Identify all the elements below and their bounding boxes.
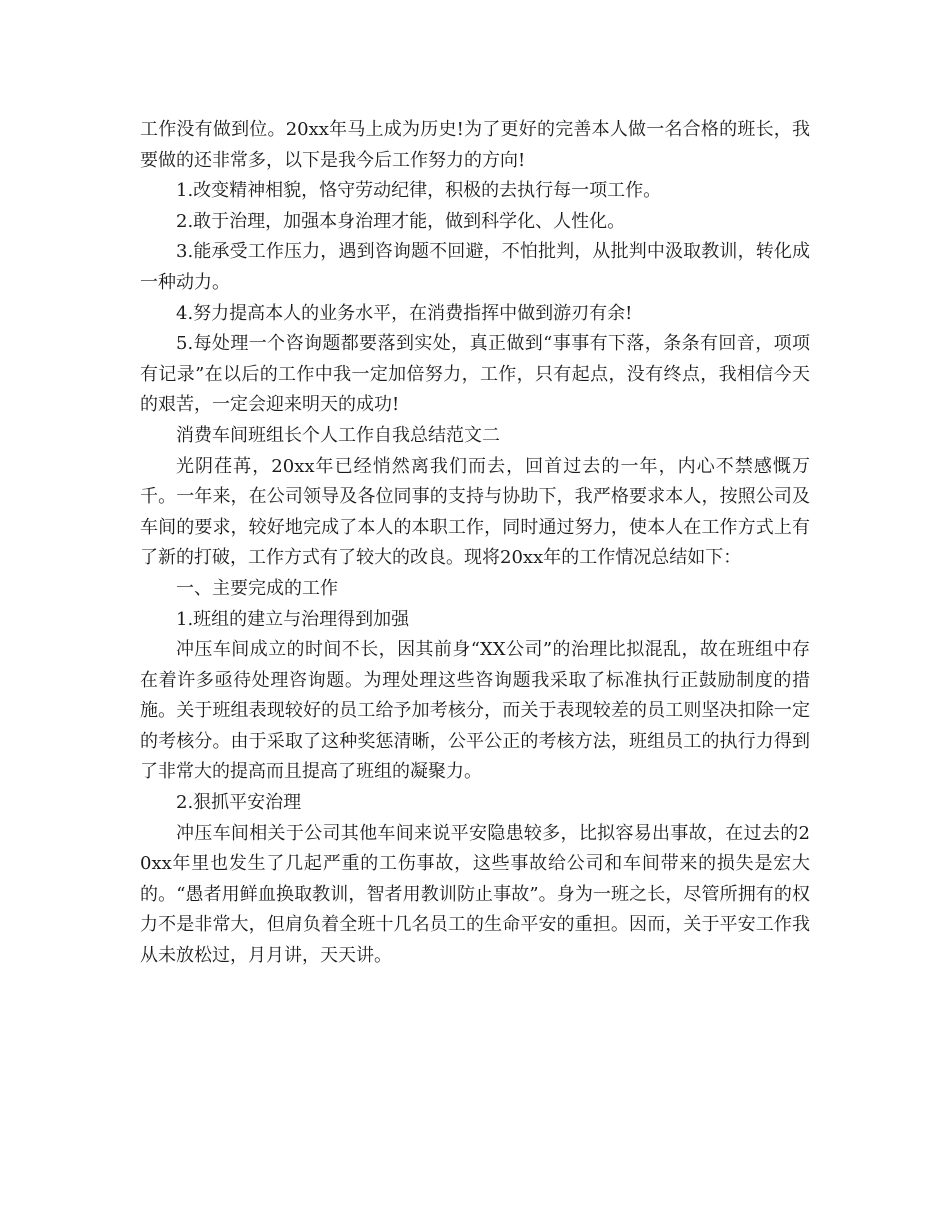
- subsection-heading: 1.班组的建立与治理得到加强: [176, 608, 410, 630]
- paragraph: 冲压车间相关于公司其他车间来说平安隐患较多，比拟容易出事故，在过去的20xx年里也发生了几起严重的工伤事故，这些事故给公司和车间带来的损失是宏大的。“愚者用鲜血换取教训，智者用教训防止事故”。身为一班之长，尽管所拥有的权力不是非常大，但肩负着全班十几名员工的生命平安的重担。因而，关于平安工作我从未放松过，月月讲，天天讲。: [140, 822, 810, 967]
- list-item: 3.能承受工作压力，遇到咨询题不回避，不怕批判，从批判中汲取教训，转化成一种动力。: [140, 241, 810, 293]
- paragraph: 工作没有做到位。20xx年马上成为历史!为了更好的完善本人做一名合格的班长，我要做的还非常多，以下是我今后工作努力的方向!: [140, 119, 810, 171]
- paragraph: 光阴荏苒，20xx年已经悄然离我们而去，回首过去的一年，内心不禁感慨万千。一年来，在公司领导及各位同事的支持与协助下，我严格要求本人，按照公司及车间的要求，较好地完成了本人的本职工作，同时通过努力，使本人在工作方式上有了新的打破，工作方式有了较大的改良。现将20xx年的工作情况总结如下：: [140, 455, 810, 569]
- section-title: 消费车间班组长个人工作自我总结范文二: [176, 424, 500, 446]
- list-item: 4.努力提高本人的业务水平，在消费指挥中做到游刃有余!: [176, 302, 633, 324]
- list-item: 1.改变精神相貌，恪守劳动纪律，积极的去执行每一项工作。: [176, 180, 662, 202]
- paragraph: 冲压车间成立的时间不长，因其前身“XX公司”的治理比拟混乱，故在班组中存在着许多亟待处理咨询题。为理处理这些咨询题我采取了标准执行正鼓励制度的措施。关于班组表现较好的员工给予加考核分，而关于表现较差的员工则坚决扣除一定的考核分。由于采取了这种奖惩清晰，公平公正的考核方法，班组员工的执行力得到了非常大的提高而且提高了班组的凝聚力。: [140, 639, 810, 783]
- section-heading: 一、主要完成的工作: [176, 577, 338, 599]
- document-body: [140, 115, 810, 972]
- list-item: 5.每处理一个咨询题都要落到实处，真正做到“事事有下落，条条有回音，项项有记录”在以后的工作中我一定加倍努力，工作，只有起点，没有终点，我相信今天的艰苦，一定会迎来明天的成功!: [140, 333, 810, 416]
- subsection-heading: 2.狠抓平安治理: [176, 792, 302, 814]
- list-item: 2.敢于治理，加强本身治理才能，做到科学化、人性化。: [176, 210, 626, 232]
